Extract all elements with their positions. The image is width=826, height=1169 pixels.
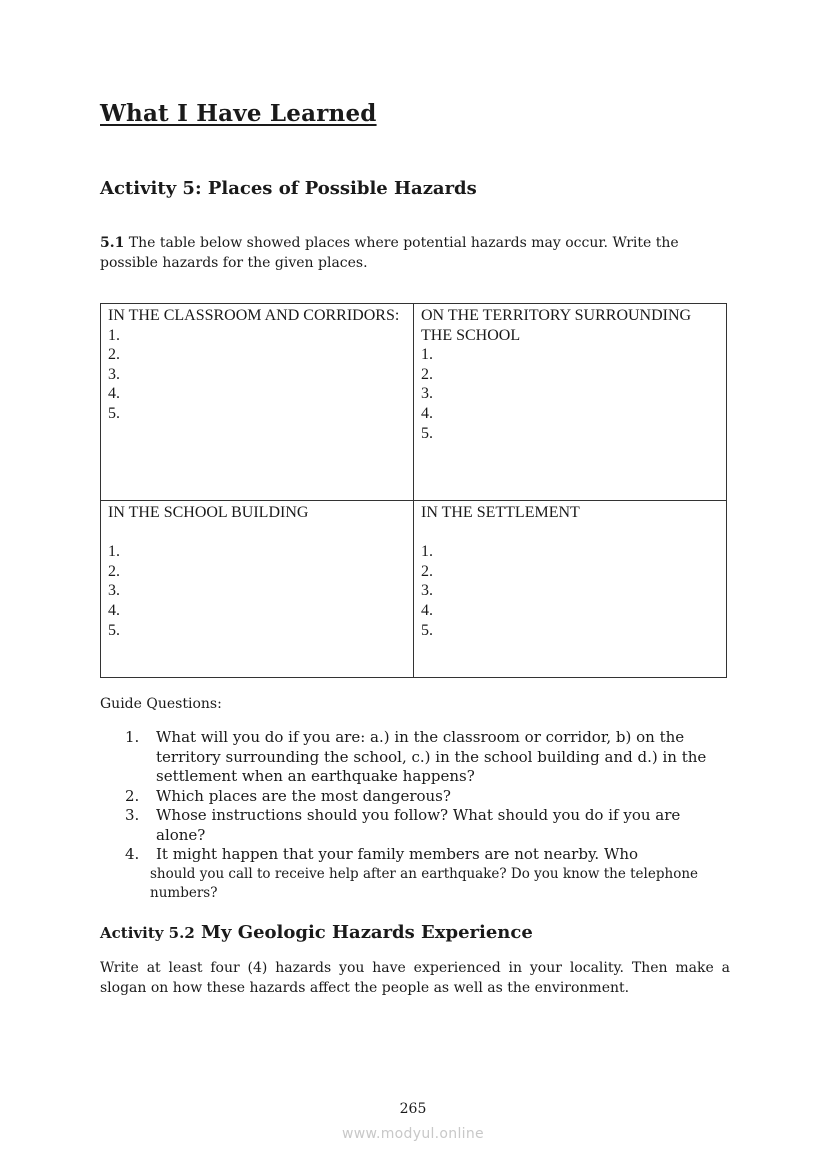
table-cell-school-building[interactable] (101, 501, 414, 678)
hazard-places-table (100, 303, 727, 678)
question-number: 4. (125, 845, 140, 863)
cell-list (421, 345, 719, 443)
activity-number: Activity 5.2 (100, 924, 195, 942)
page-number: 265 (399, 1101, 427, 1117)
guide-question (100, 787, 730, 807)
list-item[interactable]: 5. (421, 621, 433, 639)
list-item[interactable]: 4. (421, 601, 433, 619)
question-text: It might happen that your family members are not nearby. Who (156, 845, 639, 863)
question-text: What will you do if you are: a.) in the classroom or corridor, b) on the territory surrounding the school, c.) in the school building and d.) in the settlement when an earthquake happens? (156, 728, 707, 785)
list-item[interactable]: 4. (108, 601, 120, 619)
cell-list (421, 542, 719, 640)
instruction-text: The table below showed places where potential hazards may occur. Write the possible hazards for the given places. (100, 235, 679, 271)
list-item[interactable]: 3. (421, 582, 433, 600)
question-text: Whose instructions should you follow? What should you do if you are alone? (156, 806, 681, 844)
activity-5-2-heading (100, 922, 533, 943)
page-title: What I Have Learned (100, 100, 377, 127)
question-number: 3. (125, 806, 140, 824)
cell-title: ON THE TERRITORY SURROUNDING THE SCHOOL (421, 307, 692, 344)
list-item[interactable]: 1. (108, 543, 120, 561)
table-cell-territory[interactable] (414, 304, 727, 501)
question-number: 1. (125, 728, 140, 746)
activity-5-heading: Activity 5: Places of Possible Hazards (100, 178, 477, 199)
question-first-line (100, 845, 730, 865)
cell-list (108, 326, 406, 424)
list-item[interactable]: 5. (108, 404, 120, 422)
list-item[interactable]: 3. (421, 385, 433, 403)
list-item[interactable]: 1. (421, 346, 433, 364)
list-item[interactable]: 4. (108, 385, 120, 403)
activity-title: My Geologic Hazards Experience (194, 922, 533, 943)
list-item[interactable]: 1. (108, 326, 120, 344)
list-item[interactable]: 5. (108, 621, 120, 639)
guide-questions-label: Guide Questions: (100, 696, 222, 712)
guide-questions-list (100, 728, 730, 904)
table-cell-settlement[interactable] (414, 501, 727, 678)
list-item[interactable]: 2. (108, 562, 120, 580)
activity-5-2-instructions: Write at least four (4) hazards you have experienced in your locality. Then make a slogan on how these hazards affect the people as well as the environment. (100, 960, 730, 996)
list-item[interactable]: 3. (108, 365, 120, 383)
list-item[interactable]: 2. (108, 346, 120, 364)
question-number: 2. (125, 786, 140, 805)
guide-question (100, 728, 730, 787)
activity-5-1-instructions (100, 233, 730, 273)
cell-title: IN THE SCHOOL BUILDING (108, 504, 309, 521)
list-item[interactable]: 3. (108, 582, 120, 600)
watermark: www.modyul.online (342, 1126, 484, 1142)
cell-title: IN THE CLASSROOM AND CORRIDORS: (108, 307, 400, 324)
cell-list (108, 542, 406, 640)
list-item[interactable]: 4. (421, 404, 433, 422)
list-item[interactable]: 2. (421, 365, 433, 383)
guide-question (100, 845, 730, 904)
table-cell-classroom[interactable] (101, 304, 414, 501)
question-continuation: should you call to receive help after an earthquake? Do you know the telephone numbers? (150, 865, 699, 901)
list-item[interactable]: 1. (421, 543, 433, 561)
guide-question (100, 806, 730, 845)
list-item[interactable]: 5. (421, 424, 433, 442)
list-item[interactable]: 2. (421, 562, 433, 580)
cell-title: IN THE SETTLEMENT (421, 504, 580, 521)
question-text: Which places are the most dangerous? (156, 786, 451, 805)
instruction-number: 5.1 (100, 235, 125, 251)
